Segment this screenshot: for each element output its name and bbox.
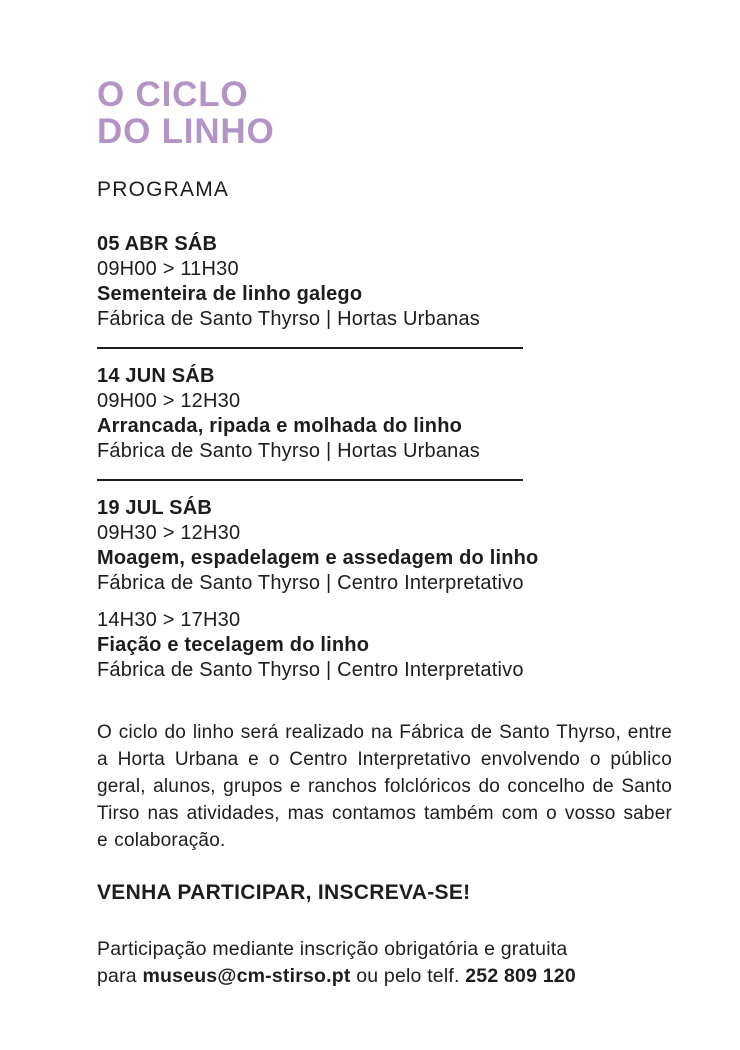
event-date: 19 JUL SÁB — [97, 497, 213, 519]
event-time: 09H00 > 11H30 — [97, 258, 239, 280]
registration-prefix: para — [97, 965, 143, 987]
section-divider — [97, 479, 523, 481]
registration-line-1: Participação mediante inscrição obrigatória e gratuita — [97, 938, 568, 960]
event-location: Fábrica de Santo Thyrso | Hortas Urbanas — [97, 308, 480, 330]
registration-line-2 — [97, 963, 672, 990]
event-activity: Moagem, espadelagem e assedagem do linho — [97, 547, 539, 569]
event-block-3 — [97, 496, 672, 683]
event-session-2 — [97, 608, 672, 683]
page-title — [97, 76, 672, 150]
program-events — [97, 232, 672, 683]
description-paragraph: O ciclo do linho será realizado na Fábrica de Santo Thyrso, entre a Horta Urbana e o Centro Interpretativo envolvendo o público geral, alunos, grupos e ranchos folclóricos do concelho de Santo Tirso nas atividades, mas contamos também com o vosso saber e colaboração. — [97, 722, 672, 851]
phone-number: 252 809 120 — [465, 965, 576, 987]
event-location: Fábrica de Santo Thyrso | Hortas Urbanas — [97, 440, 480, 462]
call-to-action: VENHA PARTICIPAR, INSCREVA-SE! — [97, 881, 471, 904]
registration-info — [97, 936, 672, 990]
registration-middle: ou pelo telf. — [350, 965, 466, 987]
event-time: 14H30 > 17H30 — [97, 609, 241, 631]
event-location: Fábrica de Santo Thyrso | Centro Interpretativo — [97, 659, 524, 681]
event-location: Fábrica de Santo Thyrso | Centro Interpretativo — [97, 572, 524, 594]
event-time: 09H30 > 12H30 — [97, 522, 241, 544]
event-block-2 — [97, 364, 672, 464]
poster-content — [97, 76, 672, 990]
event-date: 14 JUN SÁB — [97, 365, 215, 387]
title-line-2: DO LINHO — [97, 112, 275, 151]
program-heading: PROGRAMA — [97, 178, 230, 201]
event-time: 09H00 > 12H30 — [97, 390, 241, 412]
event-block-1 — [97, 232, 672, 332]
event-activity: Fiação e tecelagem do linho — [97, 634, 370, 656]
section-divider — [97, 347, 523, 349]
event-date: 05 ABR SÁB — [97, 233, 218, 255]
title-line-1: O CICLO — [97, 75, 249, 114]
event-activity: Sementeira de linho galego — [97, 283, 363, 305]
email-address: museus@cm-stirso.pt — [142, 965, 351, 987]
event-activity: Arrancada, ripada e molhada do linho — [97, 415, 463, 437]
